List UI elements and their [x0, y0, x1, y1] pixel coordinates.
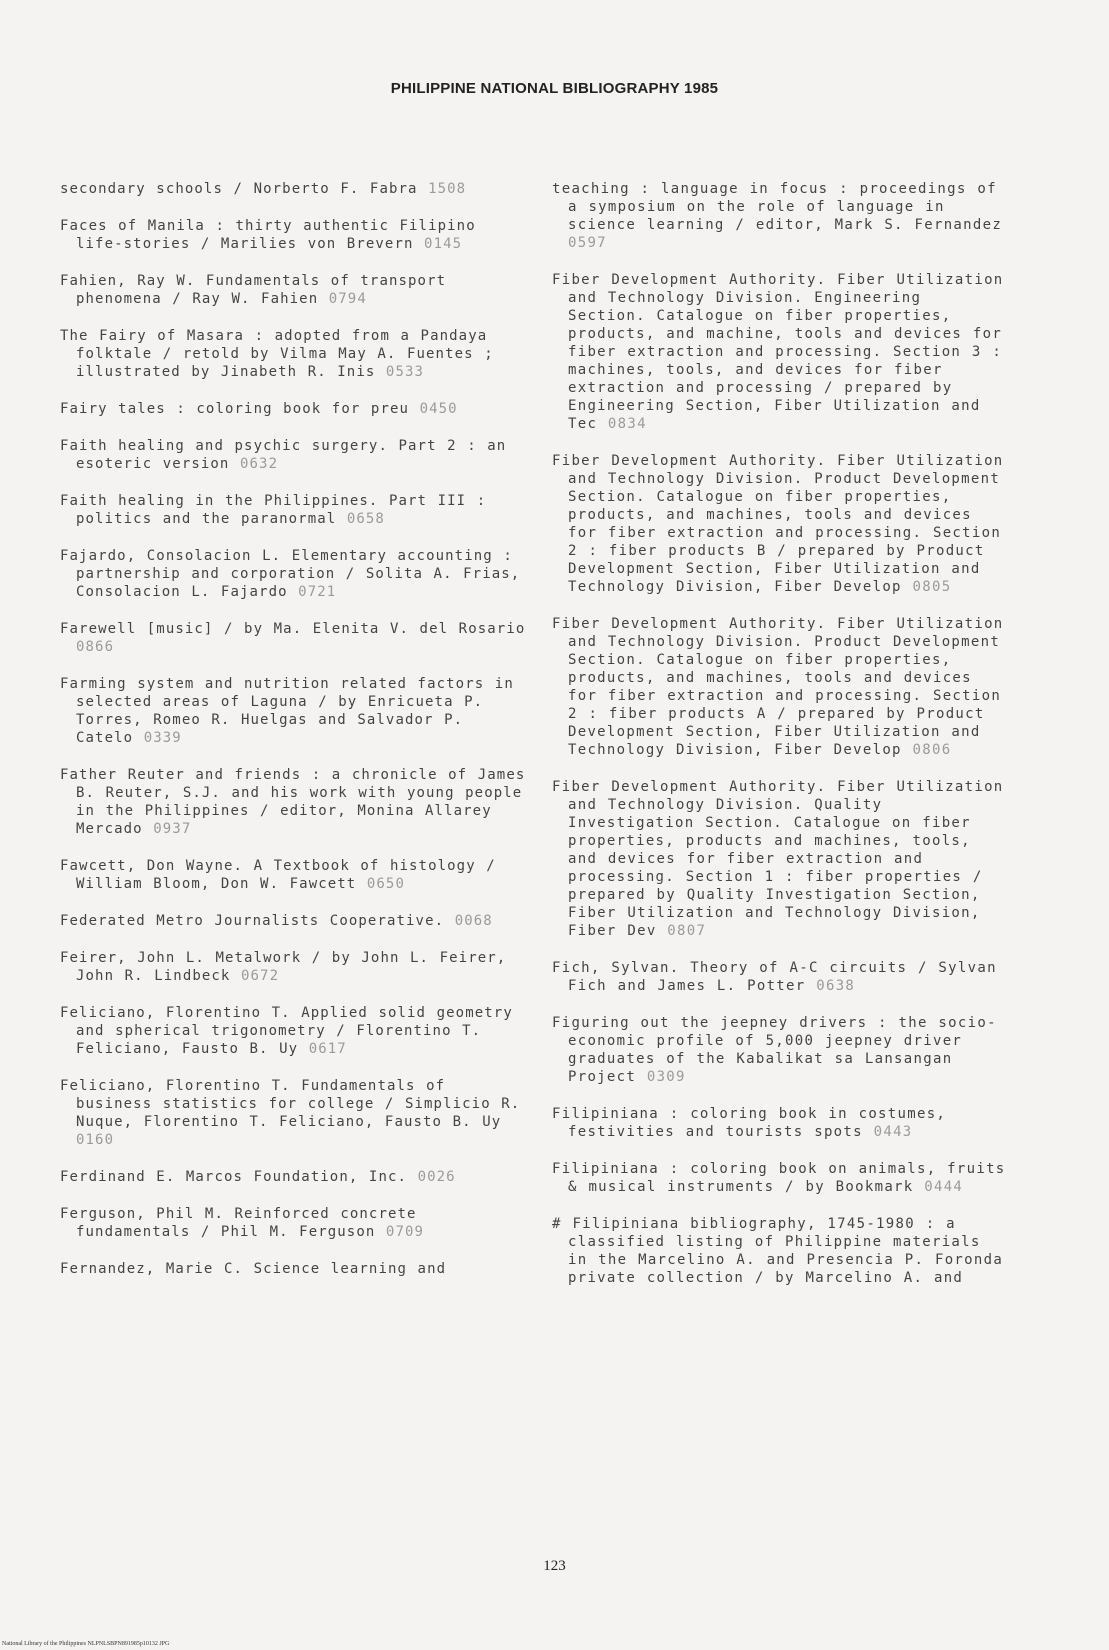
bib-entry — [60, 180, 530, 198]
scan-source-note: National Library of the Philippines NLPNLSBPN891985p10132 JPG — [2, 1641, 170, 1647]
entry-text: Father Reuter and friends : a chronicle of James B. Reuter, S.J. and his work with young people in the Philippines / editor, Monina Allarey Mercado — [60, 767, 526, 837]
entry-text: The Fairy of Masara : adopted from a Pandaya folktale / retold by Vilma May A. Fuentes ; illustrated by Jinabeth R. Inis — [60, 328, 494, 380]
entry-code: 0632 — [240, 456, 279, 472]
bib-entry — [552, 1014, 1007, 1086]
bib-entry — [60, 492, 530, 528]
entry-code: 0026 — [417, 1169, 456, 1185]
right-column — [552, 180, 1007, 1287]
entry-code: 0617 — [308, 1041, 347, 1057]
entry-text: Fajardo, Consolacion L. Elementary accounting : partnership and corporation / Solita A. Frias, Consolacion L. Fajardo — [60, 548, 521, 600]
entry-text: Federated Metro Journalists Cooperative. — [60, 913, 445, 929]
left-column — [60, 180, 530, 1278]
entry-text: teaching : language in focus : proceedings of a symposium on the role of language in science learning / editor, Mark S. Fernandez — [552, 181, 1003, 233]
bib-entry — [60, 949, 530, 985]
entry-text: Fiber Development Authority. Fiber Utilization and Technology Division. Product Development Section. Catalogue on fiber properties, products, and machines, tools and devices for fiber extraction and processing. Section 2 : fiber products A / prepared by Product Development Section, Fiber Utilization and Technology Division, Fiber Develop — [552, 616, 1004, 758]
bib-entry — [60, 766, 530, 838]
entry-code: 0443 — [873, 1124, 913, 1140]
entry-code: 0533 — [385, 364, 425, 380]
bib-entry — [60, 437, 530, 473]
bib-entry — [552, 452, 1007, 596]
entry-code: 0807 — [667, 923, 707, 939]
bib-entry — [552, 778, 1007, 940]
entry-text: Filipiniana : coloring book in costumes, festivities and tourists spots — [552, 1106, 947, 1140]
bib-entry — [60, 620, 530, 656]
entry-text: Fiber Development Authority. Fiber Utilization and Technology Division. Product Development Section. Catalogue on fiber properties, products, and machines, tools and devices for fiber extraction and processing. Section 2 : fiber products B / prepared by Product Development Section, Fiber Utilization and Technology Division, Fiber Develop — [552, 453, 1004, 595]
entry-text: Feirer, John L. Metalwork / by John L. Feirer, John R. Lindbeck — [60, 950, 507, 984]
bib-entry — [60, 1004, 530, 1058]
entry-code: 0834 — [607, 416, 647, 432]
entry-text: Ferguson, Phil M. Reinforced concrete fundamentals / Phil M. Ferguson — [60, 1206, 417, 1240]
entry-text: Faith healing and psychic surgery. Part 2 : an esoteric version — [60, 438, 507, 472]
bib-entry — [60, 1168, 530, 1186]
entry-code: 0638 — [816, 978, 856, 994]
entry-code: 0145 — [424, 236, 463, 252]
bib-entry — [552, 271, 1007, 433]
entry-text: Filipiniana : coloring book on animals, fruits & musical instruments / by Bookmark — [552, 1161, 1006, 1195]
bib-entry — [60, 327, 530, 381]
bib-entry — [60, 1260, 530, 1278]
entry-code: 0444 — [924, 1179, 964, 1195]
entry-code: 1508 — [428, 181, 467, 197]
entry-text: Fernandez, Marie C. Science learning and — [60, 1261, 447, 1277]
entry-text: Fawcett, Don Wayne. A Textbook of histology / William Bloom, Don W. Fawcett — [60, 858, 496, 892]
bib-entry — [552, 959, 1007, 995]
entry-text: Farming system and nutrition related factors in selected areas of Laguna / by Enricueta P. Torres, Romeo R. Huelgas and Salvador P. Catelo — [60, 676, 514, 746]
entry-text: Figuring out the jeepney drivers : the socio-economic profile of 5,000 jeepney driver graduates of the Kabalikat sa Lansangan Project — [552, 1015, 997, 1085]
bib-entry — [60, 675, 530, 747]
bib-entry — [60, 857, 530, 893]
entry-code: 0450 — [419, 401, 458, 417]
bib-entry — [60, 1205, 530, 1241]
entry-code: 0339 — [143, 730, 182, 746]
entry-code: 0160 — [76, 1132, 115, 1148]
entry-text: Feliciano, Florentino T. Applied solid geometry and spherical trigonometry / Florentino T. Feliciano, Fausto B. Uy — [60, 1005, 513, 1057]
bib-entry — [60, 547, 530, 601]
entry-text: Fairy tales : coloring book for preu — [60, 401, 410, 417]
entry-text: Faith healing in the Philippines. Part III : politics and the paranormal — [60, 493, 487, 527]
entry-code: 0672 — [241, 968, 280, 984]
entry-code: 0866 — [76, 639, 115, 655]
entry-code: 0937 — [153, 821, 192, 837]
entry-text: secondary schools / Norberto F. Fabra — [60, 181, 418, 197]
bib-entry — [552, 1215, 1007, 1287]
entry-code: 0794 — [328, 291, 367, 307]
bib-entry — [60, 400, 530, 418]
bib-entry — [552, 180, 1007, 252]
entry-code: 0721 — [298, 584, 337, 600]
entry-text: Fahien, Ray W. Fundamentals of transport phenomena / Ray W. Fahien — [60, 273, 447, 307]
entry-code: 0597 — [568, 235, 607, 251]
entry-code: 0068 — [454, 913, 493, 929]
entry-code: 0805 — [912, 579, 952, 595]
bib-entry — [552, 1160, 1007, 1196]
bib-entry — [60, 217, 530, 253]
page-number: 123 — [543, 1558, 566, 1574]
entry-text: # Filipiniana bibliography, 1745-1980 : a classified listing of Philippine materials in the Marcelino A. and Presencia P. Foronda private collection / by Marcelino A. and — [552, 1216, 1004, 1286]
bib-entry — [60, 1077, 530, 1149]
bib-entry — [552, 615, 1007, 759]
entry-code: 0806 — [912, 742, 952, 758]
entry-text: Farewell [music] / by Ma. Elenita V. del Rosario — [60, 621, 526, 637]
entry-code: 0309 — [646, 1069, 686, 1085]
bib-entry — [552, 1105, 1007, 1141]
entry-code: 0650 — [366, 876, 405, 892]
entry-code: 0658 — [346, 511, 385, 527]
bib-entry — [60, 912, 530, 930]
entry-text: Fich, Sylvan. Theory of A-C circuits / Sylvan Fich and James L. Potter — [552, 960, 997, 994]
entry-code: 0709 — [385, 1224, 425, 1240]
entry-text: Feliciano, Florentino T. Fundamentals of business statistics for college / Simplicio R. Nuque, Florentino T. Feliciano, Fausto B. Uy — [60, 1078, 521, 1130]
entry-text: Fiber Development Authority. Fiber Utilization and Technology Division. Engineering Section. Catalogue on fiber properties, products, and machine, tools and devices for fiber extraction and processing. Section 3 : machines, tools, and devices for fiber extraction and processing / prepared by Engineering Section, Fiber Utilization and Tec — [552, 272, 1004, 432]
bib-entry — [60, 272, 530, 308]
entry-text: Faces of Manila : thirty authentic Filipino life-stories / Marilies von Brevern — [60, 218, 476, 252]
entry-text: Ferdinand E. Marcos Foundation, Inc. — [60, 1169, 408, 1185]
page-header: PHILIPPINE NATIONAL BIBLIOGRAPHY 1985 — [390, 80, 719, 97]
entry-text: Fiber Development Authority. Fiber Utilization and Technology Division. Quality Investigation Section. Catalogue on fiber properties, products and machines, tools, and devices for fiber extraction and processing. Section 1 : fiber properties / prepared by Quality Investigation Section, Fiber Utilization and Technology Division, Fiber Dev — [552, 779, 1004, 939]
